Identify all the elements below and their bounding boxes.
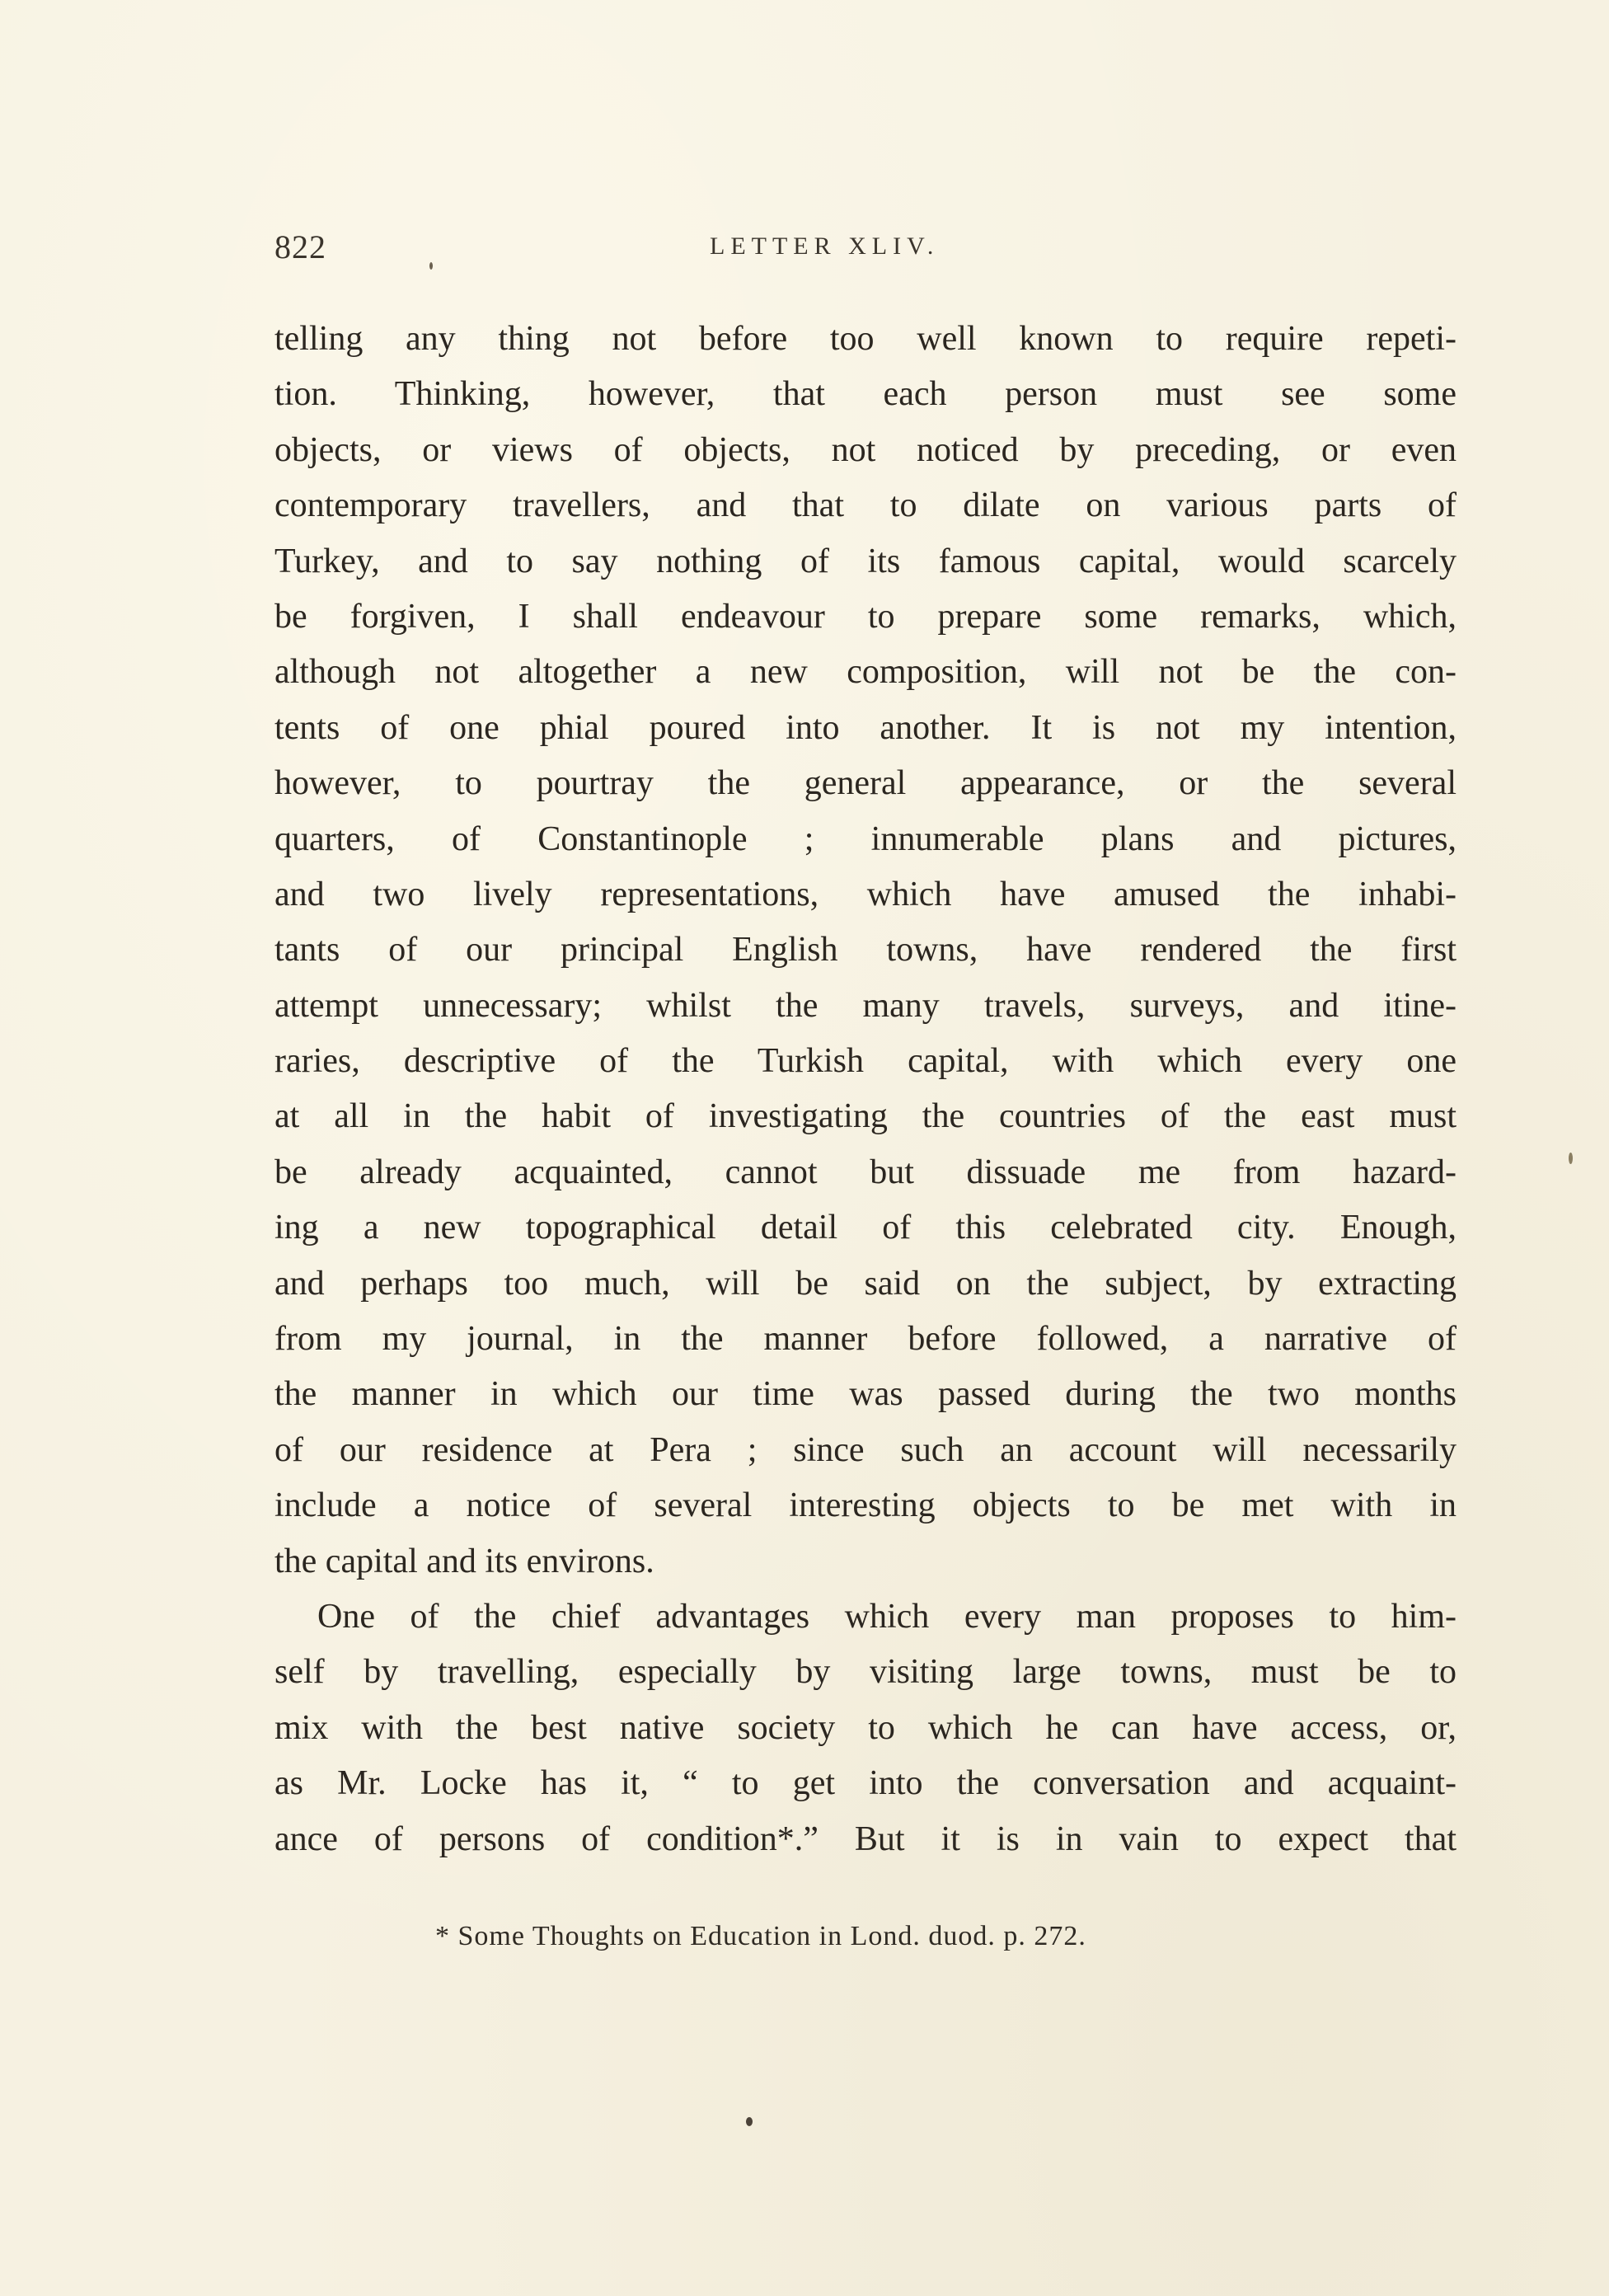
text-line: attempt unnecessary; whilst the many travels, surveys, and itine- [274, 986, 1457, 1025]
text-line: although not altogether a new composition, will not be the con- [274, 653, 1457, 692]
text-line: tents of one phial poured into another. It is not my intention, [274, 708, 1457, 747]
ink-speck [429, 262, 433, 270]
text-line: be forgiven, I shall endeavour to prepare some remarks, which, [274, 597, 1457, 636]
text-line: of our residence at Pera ; since such an account will necessarily [274, 1430, 1457, 1469]
text-line: telling any thing not before too well known to require repeti- [274, 320, 1457, 358]
text-line: self by travelling, especially by visiting large towns, must be to [274, 1653, 1457, 1692]
text-line: tion. Thinking, however, that each person must see some [274, 375, 1457, 414]
body-text [274, 312, 1457, 1867]
running-title: LETTER XLIV. [710, 232, 940, 260]
text-line: raries, descriptive of the Turkish capital, with which every one [274, 1042, 1457, 1081]
text-line: mix with the best native society to which he can have access, or, [274, 1708, 1457, 1747]
text-line: however, to pourtray the general appearance, or the several [274, 764, 1457, 803]
text-line: contemporary travellers, and that to dilate on various parts of [274, 486, 1457, 525]
text-line: the manner in which our time was passed during the two months [274, 1375, 1457, 1414]
text-line: and two lively representations, which have amused the inhabi- [274, 875, 1457, 913]
text-line: be already acquainted, cannot but dissuade me from hazard- [274, 1153, 1457, 1191]
ink-speck [1569, 1153, 1573, 1164]
text-line: One of the chief advantages which every man proposes to him- [317, 1597, 1457, 1636]
footnote: * Some Thoughts on Education in Lond. duod. p. 272. [435, 1921, 1086, 1951]
ink-speck [746, 2117, 753, 2126]
text-line: quarters, of Constantinople ; innumerable plans and pictures, [274, 819, 1457, 858]
text-line: and perhaps too much, will be said on the subject, by extracting [274, 1264, 1457, 1303]
text-line: ance of persons of condition*.” But it is in vain to expect that [274, 1819, 1457, 1858]
text-line: at all in the habit of investigating the countries of the east must [274, 1097, 1457, 1136]
running-head [274, 228, 1453, 269]
text-line: from my journal, in the manner before followed, a narrative of [274, 1320, 1457, 1359]
text-line: as Mr. Locke has it, “ to get into the conversation and acquaint- [274, 1764, 1457, 1803]
text-line: include a notice of several interesting objects to be met with in [274, 1486, 1457, 1525]
page-number: 822 [274, 228, 326, 265]
text-line: the capital and its environs. [274, 1542, 654, 1580]
paragraph-1 [274, 312, 1457, 1589]
text-line: objects, or views of objects, not noticed by preceding, or even [274, 430, 1457, 469]
text-line: Turkey, and to say nothing of its famous capital, would scarcely [274, 542, 1457, 580]
text-line: tants of our principal English towns, have rendered the first [274, 931, 1457, 970]
paragraph-2 [274, 1589, 1457, 1867]
text-line: ing a new topographical detail of this celebrated city. Enough, [274, 1209, 1457, 1247]
